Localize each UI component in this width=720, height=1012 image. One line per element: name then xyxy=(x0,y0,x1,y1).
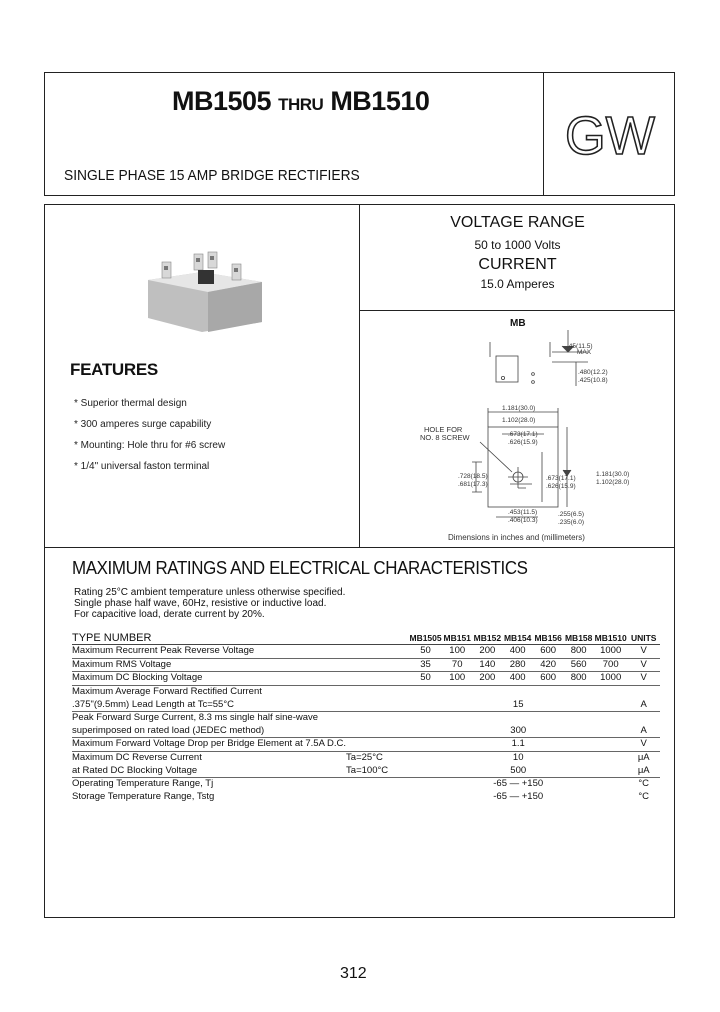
table-row xyxy=(72,645,660,659)
dim-label: .255(6.5) xyxy=(558,511,585,518)
value-cell: 200 xyxy=(472,645,502,659)
table-row xyxy=(72,725,660,738)
value-cell: 140 xyxy=(472,658,502,672)
rating-note: Single phase half wave, 60Hz, resistive or inductive load. xyxy=(74,598,327,609)
param-cell: Maximum DC Reverse Current xyxy=(72,752,202,764)
unit-cell xyxy=(627,711,660,724)
dim-label: .45(11.5) xyxy=(567,343,593,350)
value-cell: 600 xyxy=(533,645,564,659)
model-header: MB154 xyxy=(503,633,532,643)
rating-note: For capacitive load, derate current by 20%. xyxy=(74,609,265,620)
gw-logo xyxy=(565,110,657,160)
title-thru: THRU xyxy=(278,95,324,114)
value-cell: 600 xyxy=(533,672,564,686)
value-cell: 15 xyxy=(409,698,627,711)
spec-horizontal-divider xyxy=(359,310,675,311)
unit-cell xyxy=(627,685,660,698)
value-cell: 100 xyxy=(442,645,472,659)
value-cell: 400 xyxy=(502,645,533,659)
section-divider xyxy=(44,547,675,548)
unit-cell: V xyxy=(627,672,660,686)
unit-cell: °C xyxy=(638,778,650,790)
dimension-drawing xyxy=(362,312,674,542)
current-value: 15.0 Amperes xyxy=(480,277,555,291)
title-part1: MB1505 xyxy=(172,86,272,116)
dim-label: .673(17.1) xyxy=(508,431,538,438)
dim-label: .626(15.9) xyxy=(546,483,576,490)
features-heading: FEATURES xyxy=(70,360,158,379)
condition-cell xyxy=(346,777,409,790)
condition-cell xyxy=(346,645,409,659)
ratings-heading: MAXIMUM RATINGS AND ELECTRICAL CHARACTERISTICS xyxy=(72,558,528,578)
param-cell: Maximum RMS Voltage xyxy=(72,658,346,672)
hole-label: HOLE FOR xyxy=(424,425,463,434)
unit-cell: μA xyxy=(637,752,650,764)
value-cell: 50 xyxy=(409,645,442,659)
voltage-heading: VOLTAGE RANGE xyxy=(450,214,585,231)
value-cell xyxy=(409,685,627,698)
package-label: MB xyxy=(510,318,526,329)
value-cell: 1.1 xyxy=(409,738,627,752)
rating-note: Rating 25°C ambient temperature unless otherwise specified. xyxy=(74,587,346,598)
value-cell: -65 — +150 xyxy=(493,778,544,790)
param-cell: Operating Temperature Range, Tj xyxy=(72,778,214,790)
value-cell: 300 xyxy=(409,725,627,738)
value-cell xyxy=(409,711,627,724)
title-part2: MB1510 xyxy=(330,86,430,116)
value-cell: 280 xyxy=(502,658,533,672)
condition-cell xyxy=(346,685,409,698)
voltage-value: 50 to 1000 Volts xyxy=(474,238,561,252)
terminal-icon xyxy=(208,252,217,268)
model-header: MB152 xyxy=(473,633,502,643)
unit-cell: μA xyxy=(627,764,660,777)
logo-text: GW xyxy=(565,110,656,160)
condition-cell xyxy=(346,658,409,672)
value-cell: 800 xyxy=(563,672,594,686)
condition-cell: Ta=100°C xyxy=(346,764,409,777)
terminal-icon xyxy=(162,262,171,278)
dim-label: .425(10.8) xyxy=(578,377,608,384)
value-cell: 420 xyxy=(533,658,564,672)
unit-cell: °C xyxy=(638,790,650,802)
condition-cell xyxy=(346,698,409,711)
condition-cell xyxy=(346,711,409,724)
dim-label: .406(10.3) xyxy=(508,517,538,524)
model-header: MB156 xyxy=(534,633,562,643)
condition-cell xyxy=(346,672,409,686)
terminal-icon xyxy=(232,264,241,280)
value-cell: 1000 xyxy=(594,672,628,686)
param-cell: Storage Temperature Range, Tstg xyxy=(72,790,215,802)
param-cell: Maximum Average Forward Rectified Current xyxy=(72,686,262,698)
value-cell: 10 xyxy=(512,752,524,764)
value-cell: 700 xyxy=(594,658,628,672)
value-cell: 500 xyxy=(409,764,627,777)
dim-label: .626(15.9) xyxy=(508,439,538,446)
value-cell: 200 xyxy=(472,672,502,686)
condition-cell xyxy=(346,725,409,738)
dim-label: .453(11.5) xyxy=(508,509,538,516)
table-row xyxy=(72,777,660,790)
dim-label: 1.181(30.0) xyxy=(502,405,536,412)
table-row xyxy=(72,764,660,777)
param-cell: .375"(9.5mm) Lead Length at Tc=55°C xyxy=(72,698,346,711)
table-row xyxy=(72,672,660,686)
model-header: MB158 xyxy=(564,633,593,643)
dim-label: .681(17.3) xyxy=(458,481,488,488)
table-row xyxy=(72,698,660,711)
feature-item: * Mounting: Hole thru for #6 screw xyxy=(74,440,226,451)
bridge-rectifier-image xyxy=(140,240,270,335)
unit-cell: V xyxy=(627,658,660,672)
dim-label: 1.181(30.0) xyxy=(596,471,630,478)
table-row xyxy=(72,791,660,804)
type-number-header: TYPE NUMBER xyxy=(72,632,409,645)
table-row xyxy=(72,685,660,698)
dim-label: .673(17.1) xyxy=(546,475,576,482)
feature-item: * 300 amperes surge capability xyxy=(74,419,212,430)
ratings-table xyxy=(72,632,660,803)
unit-cell: V xyxy=(627,738,660,752)
feature-item: * Superior thermal design xyxy=(74,398,187,409)
logo-divider xyxy=(44,195,543,196)
dimension-caption: Dimensions in inches and (millimeters) xyxy=(448,533,585,542)
value-cell: 50 xyxy=(409,672,442,686)
value-cell: -65 — +150 xyxy=(493,790,544,802)
value-cell: 35 xyxy=(409,658,442,672)
dim-label: .728(18.5) xyxy=(458,473,488,480)
value-cell: 1000 xyxy=(594,645,628,659)
page-title xyxy=(172,86,429,117)
model-header: MB151 xyxy=(443,633,471,643)
model-header: MB1510 xyxy=(594,633,627,643)
units-header: UNITS xyxy=(627,632,660,645)
dim-label: 1.102(28.0) xyxy=(502,417,536,424)
condition-cell xyxy=(346,791,409,804)
table-row xyxy=(72,658,660,672)
value-cell: 400 xyxy=(502,672,533,686)
terminal-icon xyxy=(194,254,203,270)
unit-cell: A xyxy=(627,698,660,711)
param-cell: superimposed on rated load (JEDEC method) xyxy=(72,725,346,738)
current-heading: CURRENT xyxy=(478,256,557,273)
dim-label: MAX xyxy=(577,349,592,356)
model-header: MB1505 xyxy=(409,633,442,643)
table-row xyxy=(72,738,660,752)
unit-cell: A xyxy=(627,725,660,738)
table-row xyxy=(72,751,660,764)
condition-cell xyxy=(346,738,409,752)
page-number: 312 xyxy=(340,965,367,982)
dim-label: 1.102(28.0) xyxy=(596,479,630,486)
param-cell: Peak Forward Surge Current, 8.3 ms single half sine-wave xyxy=(72,712,319,724)
param-cell: at Rated DC Blocking Voltage xyxy=(72,764,346,777)
dim-label: .235(6.0) xyxy=(558,519,585,526)
dim-label: .480(12.2) xyxy=(578,369,608,376)
param-cell: Maximum Recurrent Peak Reverse Voltage xyxy=(72,645,346,659)
hole-label: NO. 8 SCREW xyxy=(420,433,470,442)
value-cell: 100 xyxy=(442,672,472,686)
value-cell: 70 xyxy=(442,658,472,672)
feature-item: * 1/4" universal faston terminal xyxy=(74,461,210,472)
param-cell: Maximum Forward Voltage Drop per Bridge Element at 7.5A D.C. xyxy=(72,738,347,750)
param-cell: Maximum DC Blocking Voltage xyxy=(72,672,346,686)
table-header-row xyxy=(72,632,660,645)
value-cell: 800 xyxy=(563,645,594,659)
condition-cell: Ta=25°C xyxy=(346,752,383,764)
value-cell: 560 xyxy=(563,658,594,672)
subtitle: SINGLE PHASE 15 AMP BRIDGE RECTIFIERS xyxy=(64,167,360,184)
unit-cell: V xyxy=(627,645,660,659)
table-row xyxy=(72,711,660,724)
